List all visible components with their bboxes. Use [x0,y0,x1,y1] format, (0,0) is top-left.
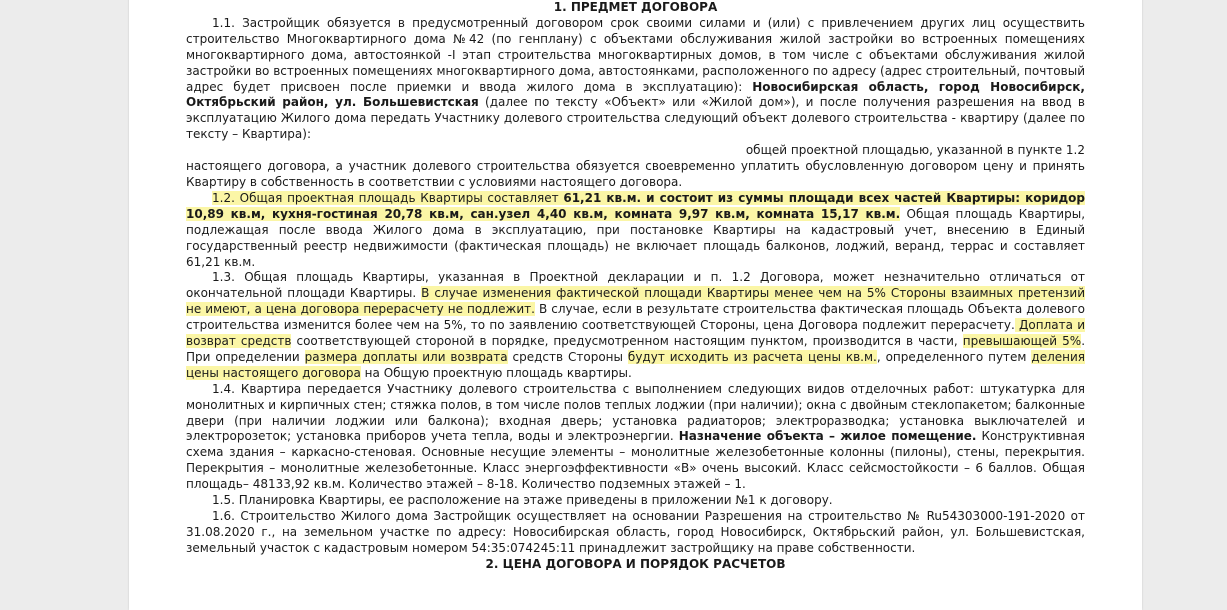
p1-4-text-a: 1.4. Квартира передается Участнику долевого строительства с выполнением следующих видов отделочных работ: штукатурка для монолитных и кирпичных стен; стяжка полов, в том числе полов теплых лоджии (при наличии); окна с двойным стеклопакетом; балконные двери (при наличии лоджии или балкона); входная дверь; установка радиаторов; электроразводка; установка выключателей и электророзеток; установка приборов учета тепла, воды и электроэнергии. [186,381,1085,444]
p1-3-text-i: средств Стороны [507,349,628,364]
paragraph-1-1 [186,16,1085,143]
p1-3-highlight-h: размера доплаты или возврата [304,349,508,364]
p1-4-text-c: Конструктивная схема здания – каркасно-стеновая. Основные несущие элементы – монолитные железобетонные колонны (пилоны), стены, перекрытия. Перекрытия – монолитные железобетонные. Класс энергоэффективности «В» очень высокий. Класс сейсмостойкости – 6 баллов. Общая площадь– 48133,92 кв.м. Количество этажей – 8-18. Количество подземных этажей – 1. [186,429,1085,492]
p1-1-text-a: 1.1. Застройщик обязуется в предусмотренный договором срок своими силами и (или) с привлечением других лиц осуществить строительство Многоквартирного дома №42 (по генплану) с объектами обслуживания жилой застройки во встроенных помещениях многоквартирного дома, автостоянкой -I этап строительства многоквартирных домов, в том числе с объектами обслуживания жилой застройки во встроенных помещениях многоквартирного дома, автостоянками, расположенного по адресу (адрес строительный, почтовый адрес будет присвоен после приемки и ввода жилого дома в эксплуатацию): [186,15,1085,94]
paragraph-1-4 [186,382,1085,493]
section-1-title: 1. ПРЕДМЕТ ДОГОВОРА [553,0,718,14]
p1-3-highlight-d: Доплата и возврат средств [186,318,1085,349]
paragraph-1-3 [186,270,1085,381]
p1-3-highlight-f: превышающей 5% [962,334,1082,349]
p1-3-highlight-l: деления цены настоящего договора [186,349,1086,380]
paragraph-1-6: 1.6. Строительство Жилого дома Застройщик осуществляет на основании Разрешения на строительство № Ru54303000-191-2020 от 31.08.2020 г., на земельном участке по адресу: Новосибирская область, город Новосибирск, Октябрьский район, ул. Большевистская, земельный участок с кадастровым номером 54:35:074245:11 принадлежит застройщику на праве собственности. [186,509,1085,555]
p1-2-highlight-a: 1.2. Общая проектная площадь Квартиры составляет [212,190,564,205]
p1-3-text-a: 1.3. Общая площадь Квартиры, указанная в Проектной декларации и п. 1.2 Договора, может незначительно отличаться от окончательной площади Квартиры. [186,270,1085,301]
p1-1-right-line: общей проектной площадью, указанной в пункте 1.2 [745,143,1085,158]
p1-2-text-c: Общая площадь Квартиры, подлежащая после ввода Жилого дома в эксплуатацию, при постановке Квартиры на кадастровый учет, внесению в Единый государственный реестр недвижимости (фактическая площадь) не включает площадь балконов, лоджий, веранд, террас и составляет 61,21 кв.м. [186,206,1086,269]
p1-2-area-breakdown: 61,21 кв.м. и состоит из суммы площади всех частей Квартиры: коридор 10,89 кв.м, кухня-гостиная 20,78 кв.м, сан.узел 4,40 кв.м, комната 9,97 кв.м, комната 15,17 кв.м. [186,190,1086,221]
p1-4-purpose: Назначение объекта – жилое помещение. [678,429,977,444]
p1-3-text-k: , определенного путем [876,349,1032,364]
p1-3-text-g: . При определении [186,334,1086,364]
document-content [186,0,1085,573]
p1-1-text-c: (далее по тексту «Объект» или «Жилой дом»), и после получения разрешения на ввод в эксплуатацию Жилого дома передать Участнику долевого строительства следующий объект долевого строительства - квартиру (далее по тексту – Квартира): [186,95,1085,142]
p1-3-highlight-j: будут исходить из расчета цены кв.м. [627,349,877,364]
p1-3-highlight-b: В случае изменения фактической площади Квартиры менее чем на 5% Стороны взаимных претензий не имеют, а цена договора перерасчету не подлежит. [186,286,1085,317]
p1-3-text-m: на Общую проектную площадь квартиры. [360,365,632,380]
paragraph-1-2 [186,191,1085,271]
p1-1-address: Новосибирская область, город Новосибирск, Октябрьский район, ул. Большевистская [186,79,1085,110]
p1-3-text-e: соответствующей стороной в порядке, предусмотренном настоящим пунктом, производится в части, [291,334,963,349]
p1-3-text-c: В случае, если в результате строительства фактическая площадь Объекта долевого строительства изменится более чем на 5%, то по заявлению соответствующей Стороны, цена Договора подлежит перерасчету. [186,302,1085,333]
section-2-title: 2. ЦЕНА ДОГОВОРА И ПОРЯДОК РАСЧЕТОВ [485,556,786,571]
paragraph-1-5: 1.5. Планировка Квартиры, ее расположение на этаже приведены в приложении №1 к договору. [212,493,833,508]
document-page [129,0,1142,610]
p1-1-continuation: настоящего договора, а участник долевого строительства обязуется своевременно уплатить обусловленную договором цену и принять Квартиру в собственность в соответствии с условиями настоящего договора. [186,159,1085,189]
